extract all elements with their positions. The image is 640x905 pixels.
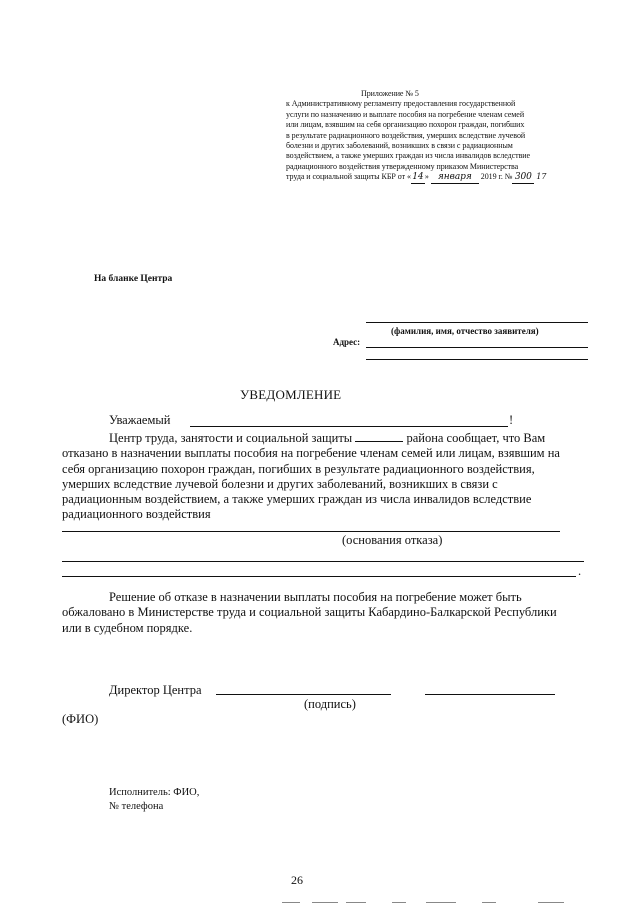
- appendix-line: радиационного воздействия утвержденному приказом Министерства: [286, 161, 519, 171]
- scan-artifact: [426, 902, 456, 903]
- appendix-line: или лицам, взявшим на себя организацию похорон граждан, погибших: [286, 120, 525, 130]
- appendix-order-prefix: труда и социальной защиты КБР от «: [286, 172, 411, 182]
- scan-artifact: [282, 902, 300, 903]
- appendix-line: в результате радиационного воздействия, умерших вследствие лучевой: [286, 130, 526, 140]
- scan-artifact: [312, 902, 338, 903]
- appendix-title: Приложение № 5: [361, 89, 419, 98]
- reason-line: [62, 561, 584, 562]
- signature-line: [216, 694, 391, 695]
- order-year-text: 2019 г. №: [480, 172, 513, 182]
- body-line-1: [62, 430, 590, 446]
- quote-close: »: [424, 172, 429, 182]
- appendix-line: болезни и других заболеваний, возникших в связи с радиационным: [286, 141, 513, 151]
- address-line: [366, 359, 588, 360]
- recipient-name-caption: (фамилия, имя, отчество заявителя): [391, 326, 539, 336]
- greeting-end: !: [509, 413, 514, 427]
- greeting-word: Уважаемый: [109, 413, 171, 427]
- appendix-order-line: [286, 172, 606, 183]
- appendix-line: воздействием, а также умерших граждан из числа инвалидов вследствие: [286, 151, 531, 161]
- appeal-line-2: обжаловано в Министерстве труда и социальной защиты Кабардино-Балкарской Республики: [62, 605, 557, 620]
- body-line-4: умерших вследствие лучевой болезни и других заболеваний, возникших в связи с: [62, 476, 498, 491]
- order-trailing-mark: 17: [536, 172, 547, 182]
- district-blank: [355, 430, 403, 442]
- body-line-3: себя организацию похорон граждан, погибших в результате радиационного воздействия,: [62, 461, 535, 476]
- reason-line: [62, 531, 560, 532]
- fio-line: [425, 694, 555, 695]
- order-date-month: января: [431, 172, 479, 183]
- body-line-5: радиационным воздействием, а также умерших граждан из числа инвалидов вследствие: [62, 492, 532, 507]
- body-line-6: радиационного воздействия: [62, 507, 211, 522]
- appeal-line-3: или в судебном порядке.: [62, 620, 193, 635]
- fio-caption: (ФИО): [62, 712, 99, 726]
- greeting-name-line: [190, 426, 508, 427]
- reason-line: [62, 576, 576, 577]
- appeal-line-1: Решение об отказе в назначении выплаты пособия на погребение может быть: [109, 590, 522, 604]
- page-number: 26: [291, 873, 303, 887]
- recipient-name-line: [366, 322, 588, 323]
- address-line: [366, 347, 588, 348]
- body-line-1-start: Центр труда, занятости и социальной защиты: [109, 431, 353, 445]
- appendix-header: [286, 89, 606, 184]
- executor-phone: № телефона: [109, 801, 164, 812]
- scan-artifact: [538, 902, 564, 903]
- reason-caption: (основания отказа): [342, 533, 443, 547]
- signature-caption: (подпись): [304, 697, 356, 711]
- reason-end: .: [578, 564, 582, 578]
- notice-body: [62, 430, 590, 523]
- body-line-2: отказано в назначении выплаты пособия на погребение членам семей или лицам, взявшим на: [62, 446, 560, 461]
- executor-name: Исполнитель: ФИО,: [109, 787, 200, 798]
- address-label: Адрес:: [333, 337, 361, 347]
- body-line-1-end: района сообщает, что Вам: [406, 431, 546, 445]
- appeal-text: [62, 590, 590, 636]
- order-number: 300: [512, 172, 534, 183]
- scan-artifact: [392, 902, 406, 903]
- director-label: Директор Центра: [109, 683, 202, 697]
- appendix-line: к Административному регламенту предоставления государственной: [286, 99, 516, 109]
- appendix-line: услуги по назначению и выплате пособия на погребение членам семей: [286, 109, 525, 119]
- scan-artifact: [482, 902, 496, 903]
- letterhead-note: На бланке Центра: [94, 274, 173, 284]
- notice-heading: УВЕДОМЛЕНИЕ: [240, 387, 342, 402]
- order-date-day: 14: [412, 172, 424, 183]
- scan-artifact: [346, 902, 366, 903]
